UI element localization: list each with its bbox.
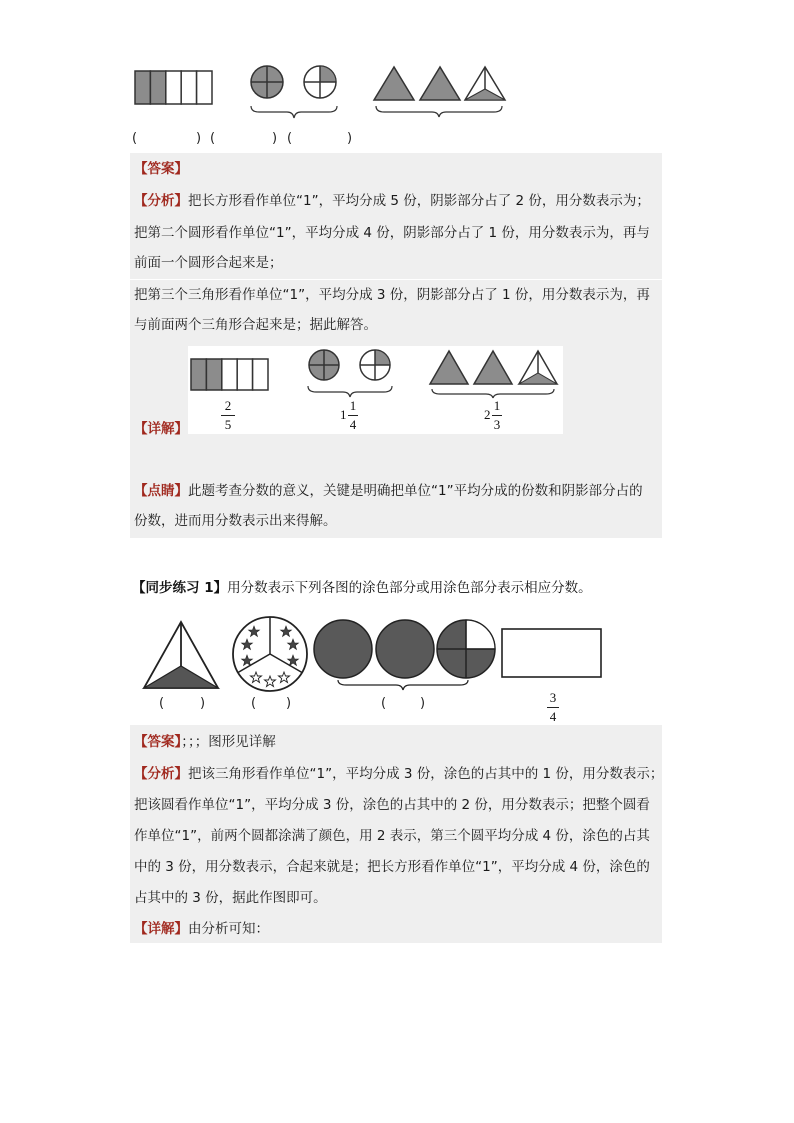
comment-line-2: 份数，进而用分数表示出来得解。 <box>134 513 337 529</box>
practice-paren-open-1: ( <box>159 696 165 711</box>
practice-triangle <box>142 620 222 692</box>
three-triangles-figure <box>372 64 508 118</box>
answer2-line: 【答案】；；；图形见详解 <box>134 734 276 750</box>
answer-panel-2 <box>130 725 662 943</box>
answer2-analysis-line-2: 把该圆看作单位“1”，平均分成 3 份，涂色的占其中的 2 份，用分数表示；把整个圆看 <box>134 797 650 813</box>
analysis-line-4: 把第三个三角形看作单位“1”，平均分成 3 份，阴影部分占了 1 份，用分数表示为，再 <box>134 287 650 303</box>
analysis-line-5: 与前面两个三角形合起来是；据此解答。 <box>134 317 377 333</box>
blank-paren-close-2: ) <box>272 131 278 146</box>
answer-label: 【答案】 <box>134 161 188 177</box>
answer2-analysis-line-3: 作单位“1”，前两个圆都涂满了颜色，用 2 表示，第三个圆平均分成 4 份，涂色的占其 <box>134 828 650 844</box>
practice-paren-open-2: ( <box>251 696 257 711</box>
practice-paren-open-3: ( <box>381 696 387 711</box>
detail-figure-box: 2 5 1 1 4 2 1 3 <box>188 346 563 434</box>
analysis-line-3: 前面一个圆形合起来是； <box>134 255 283 271</box>
blank-paren-open-3: ( <box>287 131 293 146</box>
fraction-three-quarters: 3 4 <box>547 690 559 725</box>
practice-heading: 【同步练习 1】用分数表示下列各图的涂色部分或用涂色部分表示相应分数。 <box>132 580 592 596</box>
fraction-two-fifths: 2 5 <box>221 398 235 433</box>
practice-paren-close-2: ) <box>286 696 292 711</box>
practice-paren-close-3: ) <box>420 696 426 711</box>
answer2-analysis-line-4: 中的 3 份，用分数表示，合起来就是；把长方形看作单位“1”，平均分成 4 份，涂色的 <box>134 859 650 875</box>
blank-paren-close-3: ) <box>347 131 353 146</box>
comment-line-1: 【点睛】此题考查分数的意义，关键是明确把单位“1”平均分成的份数和阴影部分占的 <box>134 483 643 499</box>
blank-paren-close-1: ) <box>196 131 202 146</box>
answer2-analysis-line-1: 【分析】把该三角形看作单位“1”，平均分成 3 份，涂色的占其中的 1 份，用分数表示； <box>134 766 664 782</box>
two-circles-figure <box>247 64 343 120</box>
detail-rectangle <box>190 358 270 392</box>
detail-triangles <box>428 348 562 398</box>
answer2-detail-line: 【详解】由分析可知： <box>134 921 269 937</box>
divider <box>130 279 662 280</box>
detail-label: 【详解】 <box>134 421 188 437</box>
answer-panel-1 <box>130 153 662 538</box>
detail-circles <box>304 348 400 398</box>
blank-paren-open-1: ( <box>132 131 138 146</box>
practice-three-circles <box>312 618 498 692</box>
practice-star-circle <box>230 614 310 694</box>
blank-paren-open-2: ( <box>210 131 216 146</box>
practice-rectangle <box>500 627 604 681</box>
analysis-line-2: 把第二个圆形看作单位“1”，平均分成 4 份，阴影部分占了 1 份，用分数表示为，再与 <box>134 225 650 241</box>
practice-paren-close-1: ) <box>200 696 206 711</box>
rectangle-figure <box>134 70 214 106</box>
answer2-analysis-line-5: 占其中的 3 份，据此作图即可。 <box>134 890 327 906</box>
analysis-line-1: 【分析】把长方形看作单位“1”，平均分成 5 份，阴影部分占了 2 份，用分数表示为； <box>134 193 650 209</box>
